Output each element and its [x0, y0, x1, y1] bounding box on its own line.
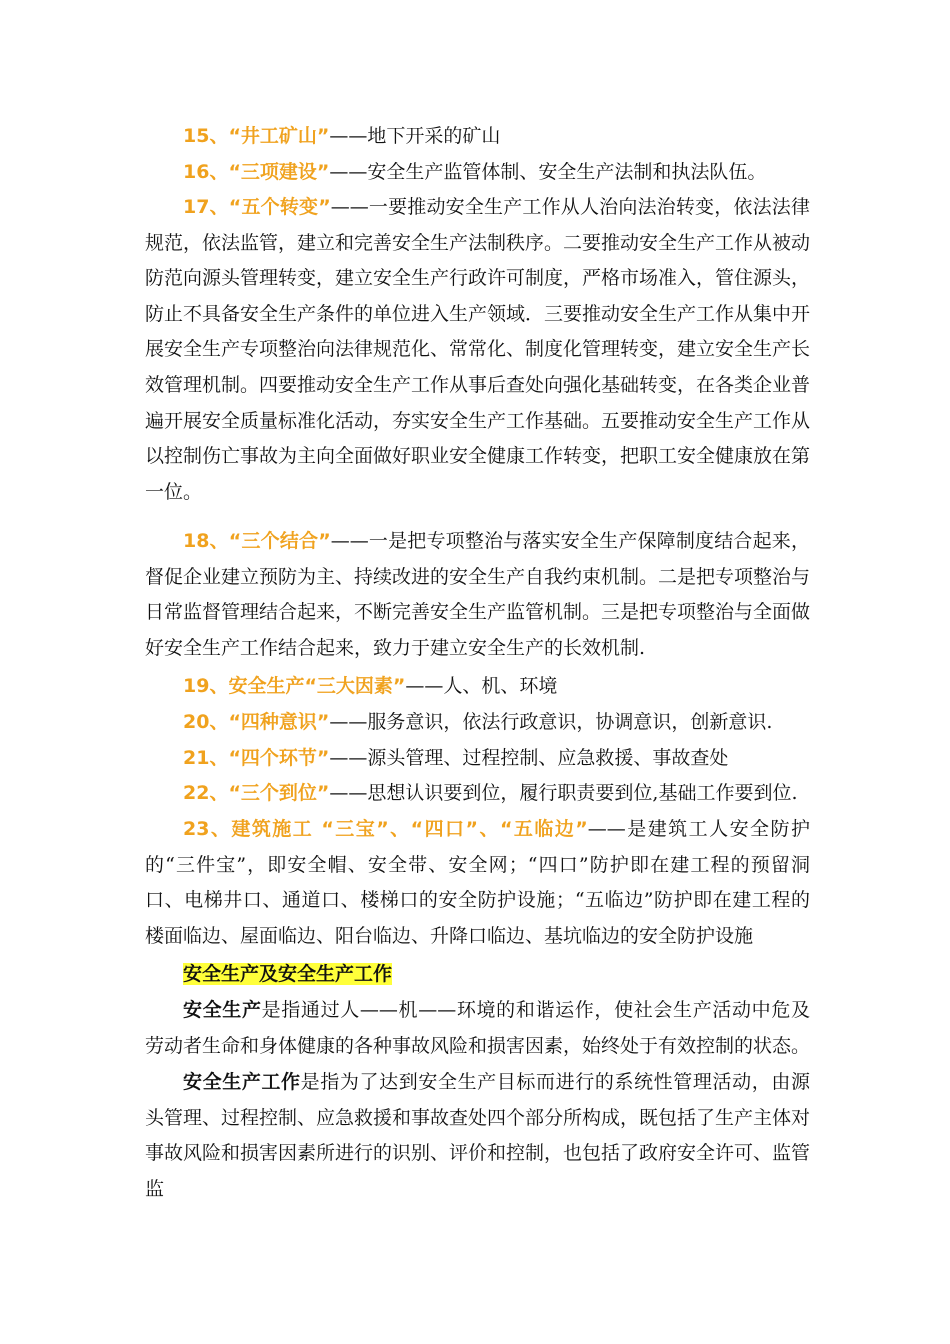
definition-safety-production [145, 993, 810, 1064]
item-23 [145, 812, 810, 954]
item-text: ——一是把专项整治与落实安全生产保障制度结合起来，督促企业建立预防为主、持续改进的安全生产自我约束机制。二是把专项整治与日常监督管理结合起来，不断完善安全生产监管机制。三是把专项整治与全面做好安全生产工作结合起来，致力于建立安全生产的长效机制. [145, 530, 811, 659]
item-17 [145, 190, 810, 510]
item-term: 22、“三个到位” [183, 782, 330, 804]
definition-safety-work [145, 1065, 810, 1207]
item-text: ——安全生产监管体制、安全生产法制和执法队伍。 [329, 161, 767, 183]
section-heading [145, 957, 810, 993]
definition-text: 是指为了达到安全生产目标而进行的系统性管理活动，由源头管理、过程控制、应急救援和事故查处四个部分所构成，既包括了生产主体对事故风险和损害因素所进行的识别、评价和控制，也包括了政府安全许可、监管监 [145, 1071, 811, 1200]
item-20 [145, 705, 810, 741]
item-term: 16、“三项建设” [183, 161, 330, 183]
item-text: ——服务意识，依法行政意识，协调意识，创新意识. [329, 711, 773, 733]
item-22 [145, 776, 810, 812]
item-text: ——思想认识要到位，履行职责要到位,基础工作要到位. [329, 782, 798, 804]
item-text: ——是建筑工人安全防护的“三件宝”，即安全帽、安全带、安全网；“四口”防护即在建工程的预留洞口、电梯井口、通道口、楼梯口的安全防护设施；“五临边”防护即在建工程的楼面临边、屋面临边、阳台临边、升降口临边、基坑临边的安全防护设施 [145, 818, 810, 947]
item-text: ——人、机、环境 [405, 675, 558, 697]
item-term: 23、建筑施工 “三宝”、“四口”、“五临边” [183, 818, 588, 840]
item-term: 20、“四种意识” [183, 711, 330, 733]
item-19 [145, 669, 810, 705]
item-text: ——一要推动安全生产工作从人治向法治转变，依法法律规范，依法监管，建立和完善安全生产法制秩序。二要推动安全生产工作从被动防范向源头管理转变，建立安全生产行政许可制度，严格市场准入，管住源头，防止不具备安全生产条件的单位进入生产领域．三要推动安全生产工作从集中开展安全生产专项整治向法律规范化、常常化、制度化管理转变，建立安全生产长效管理机制。四要推动安全生产工作从事后查处向强化基础转变，在各类企业普遍开展安全质量标准化活动，夯实安全生产工作基础。五要推动安全生产工作从以控制伤亡事故为主向全面做好职业安全健康工作转变，把职工安全健康放在第一位。 [145, 196, 811, 503]
item-18 [145, 524, 810, 666]
item-21 [145, 741, 810, 777]
definition-term: 安全生产工作 [183, 1071, 301, 1093]
item-term: 17、“五个转变” [183, 196, 331, 218]
item-text: ——地下开采的矿山 [329, 125, 501, 147]
item-term: 19、安全生产“三大因素” [183, 675, 406, 697]
definition-text: 是指通过人——机——环境的和谐运作，使社会生产活动中危及劳动者生命和身体健康的各种事故风险和损害因素，始终处于有效控制的状态。 [145, 999, 811, 1057]
item-16 [145, 155, 810, 191]
item-text: ——源头管理、过程控制、应急救援、事故查处 [329, 747, 729, 769]
definition-term: 安全生产 [183, 999, 262, 1021]
item-term: 18、“三个结合” [183, 530, 331, 552]
section-heading-text: 安全生产及安全生产工作 [183, 963, 393, 985]
item-15 [145, 119, 810, 155]
item-term: 15、“井工矿山” [183, 125, 330, 147]
item-term: 21、“四个环节” [183, 747, 330, 769]
